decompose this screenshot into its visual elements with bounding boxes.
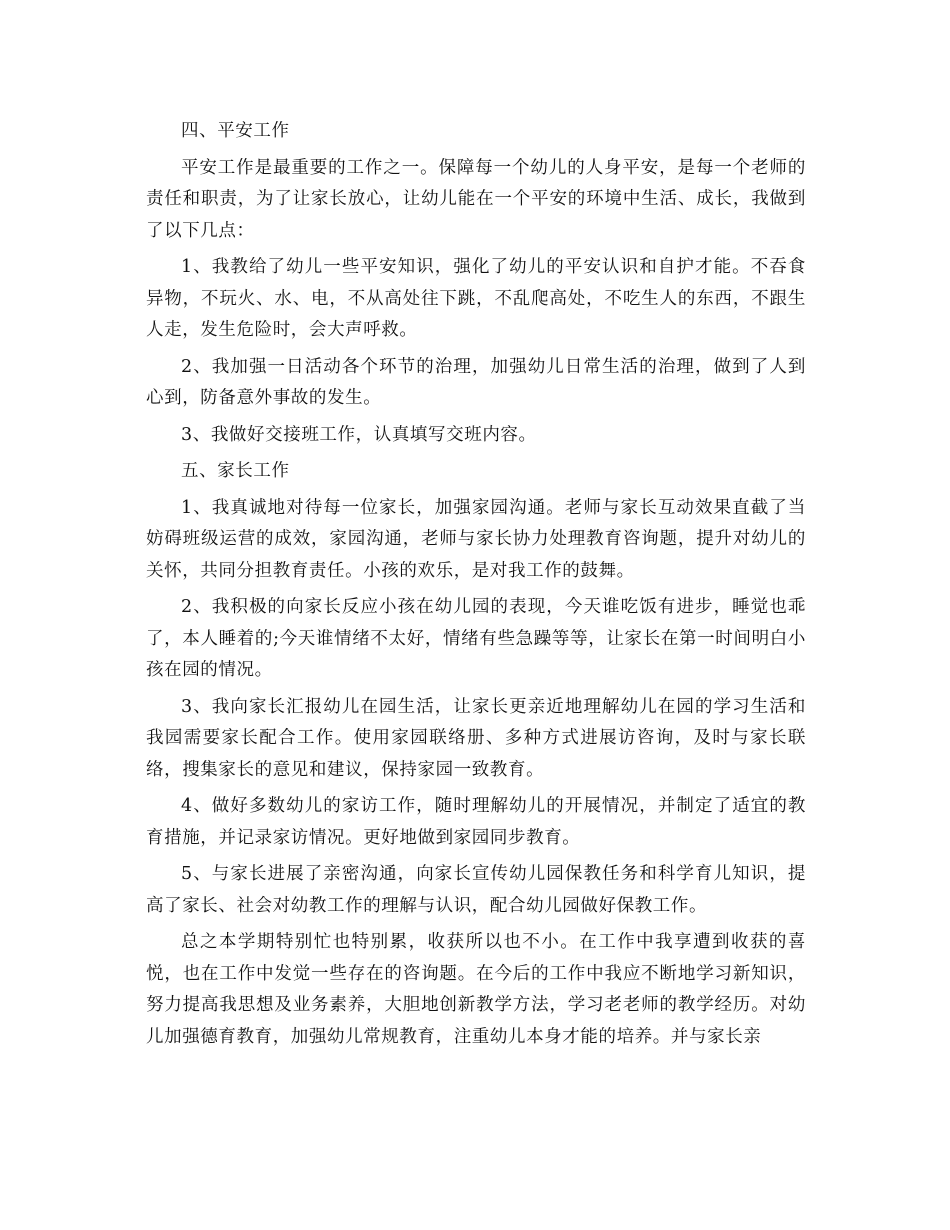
paragraph: 3、我向家长汇报幼儿在园生活，让家长更亲近地理解幼儿在园的学习生活和我园需要家长配合工作。使用家园联络册、多种方式进展访咨询，及时与家长联络，搜集家长的意见和建议，保持家园一致教育。 (146, 696, 806, 780)
section-heading-safety: 四、平安工作 (181, 121, 290, 141)
paragraph: 总之本学期特别忙也特别累，收获所以也不小。在工作中我享遭到收获的喜悦，也在工作中发觉一些存在的咨询题。在今后的工作中我应不断地学习新知识，努力提高我思想及业务素养，大胆地创新教学方法，学习老老师的教学经历。对幼儿加强德育教育，加强幼儿常规教育，注重幼儿本身才能的培养。并与家长亲 (146, 932, 806, 1047)
paragraph: 3、我做好交接班工作，认真填写交班内容。 (181, 424, 537, 445)
document-body (146, 116, 806, 1058)
paragraph: 4、做好多数幼儿的家访工作，随时理解幼儿的开展情况，并制定了适宜的教育措施，并记录家访情况。更好地做到家园同步教育。 (146, 796, 806, 848)
paragraph: 5、与家长进展了亲密沟通，向家长宣传幼儿园保教任务和科学育儿知识，提高了家长、社会对幼教工作的理解与认识，配合幼儿园做好保教工作。 (146, 864, 806, 916)
paragraph: 1、我教给了幼儿一些平安知识，强化了幼儿的平安认识和自护才能。不吞食异物，不玩火、水、电，不从高处往下跳，不乱爬高处，不吃生人的东西，不跟生人走，发生危险时，会大声呼救。 (146, 257, 806, 340)
paragraph: 2、我加强一日活动各个环节的治理，加强幼儿日常生活的治理，做到了人到心到，防备意外事故的发生。 (146, 356, 806, 408)
paragraph: 1、我真诚地对待每一位家长，加强家园沟通。老师与家长互动效果直截了当妨碍班级运营的成效，家园沟通，老师与家长协力处理教育咨询题，提升对幼儿的关怀，共同分担教育责任。小孩的欢乐，是对我工作的鼓舞。 (146, 497, 806, 581)
paragraph: 平安工作是最重要的工作之一。保障每一个幼儿的人身平安，是每一个老师的责任和职责，为了让家长放心，让幼儿能在一个平安的环境中生活、成长，我做到了以下几点： (146, 157, 806, 241)
paragraph: 2、我积极的向家长反应小孩在幼儿园的表现，今天谁吃饭有进步，睡觉也乖了，本人睡着的;今天谁情绪不太好，情绪有些急躁等等，让家长在第一时间明白小孩在园的情况。 (146, 597, 806, 680)
section-heading-parents: 五、家长工作 (181, 461, 290, 481)
